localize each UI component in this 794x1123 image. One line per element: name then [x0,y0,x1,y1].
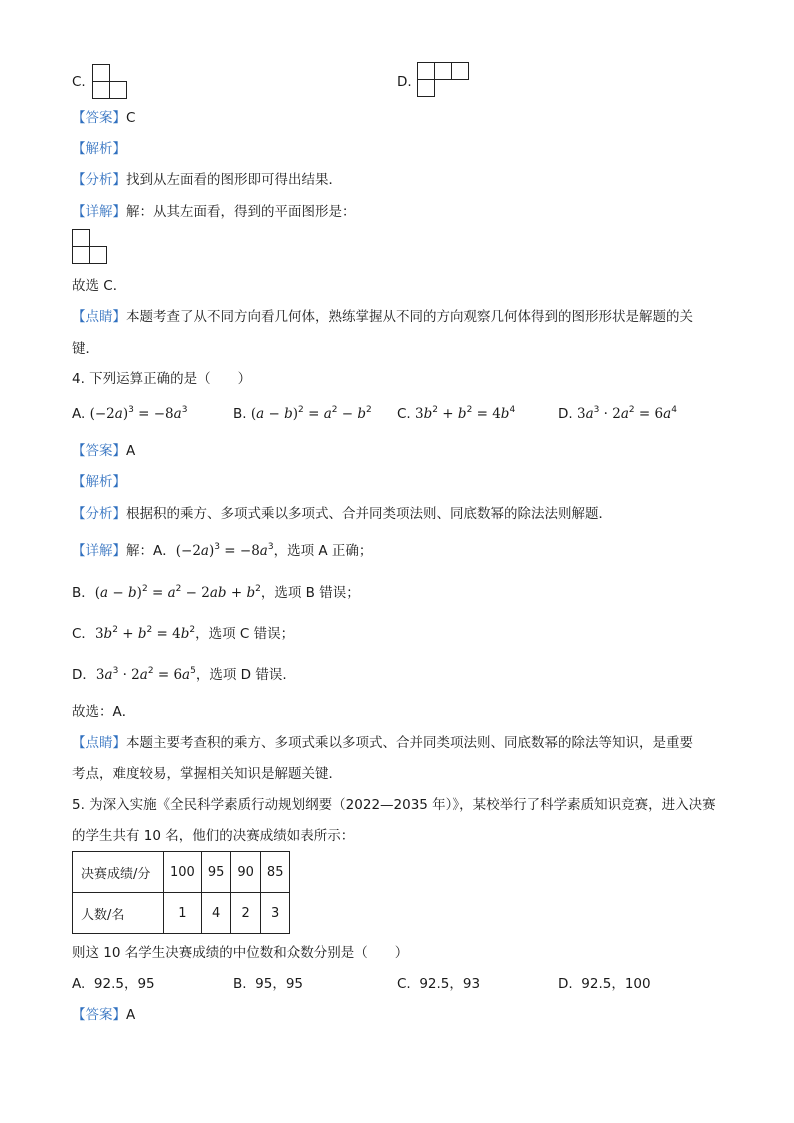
comment-tag: 【点睛】 [72,309,126,325]
table-row [73,893,290,934]
answer-value: C [126,110,136,126]
table-cell: 1 [164,893,202,934]
detail-a-prefix: 解：A． [126,543,176,559]
fenxi-tag: 【分析】 [72,172,126,188]
q4-detail-d [72,666,287,684]
q4-option-d[interactable] [558,405,677,423]
answer-tag: 【答案】 [72,110,126,126]
q4-option-d-label: D. [558,406,573,422]
q4-option-a-label: A. [72,406,86,422]
q5-stem-line1: 5. 为深入实施《全民科学素质行动规划纲要（2022—2035 年）》，某校举行了科学素质知识竞赛，进入决赛 [72,797,716,813]
option-text: 92.5，95 [93,976,155,992]
q5-option-c[interactable] [397,975,480,993]
q5-option-d[interactable] [558,975,651,993]
answer-value: A [126,443,136,459]
q4-stem: 4. 下列运算正确的是（ ） [72,371,252,387]
answer-value: A [126,1007,136,1023]
table-cell: 90 [231,852,261,893]
q3-option-d-label: D. [397,74,412,90]
comment-text: 本题考查了从不同方向看几何体，熟练掌握从不同的方向观察几何体得到的图形形状是解题的关 [126,309,693,325]
option-label: D. [558,976,573,992]
q4-comment-line1 [72,734,693,752]
q3-option-d[interactable] [397,73,412,91]
detail-c-suffix: ，选项 C 错误； [195,626,295,642]
fenxi-text: 根据积的乘方、多项式乘以多项式、合并同类项法则、同底数幂的除法法则解题． [126,506,612,522]
option-text: 92.5，100 [581,976,651,992]
detail-d-expr: $3a^3 \cdot 2a^2 = 6a^5$ [95,666,196,683]
q4-option-c-label: C. [397,406,411,422]
q3-option-c[interactable] [72,73,86,91]
q3-option-d-figure [417,62,471,100]
q4-fenxi [72,505,612,523]
q4-detail-a [72,542,372,560]
detail-d-suffix: ，选项 D 错误. [195,667,287,683]
q4-option-b-expr: $(a - b)^2 = a^2 - b^2$ [250,405,372,422]
q3-answer [72,109,135,127]
q3-option-c-label: C. [72,74,86,90]
q4-detail-b [72,584,360,602]
table-cell: 3 [260,893,290,934]
q5-answer [72,1006,135,1024]
detail-text: 解：从其左面看，得到的平面图形是： [126,204,356,220]
answer-tag: 【答案】 [72,1007,126,1023]
table-cell-header: 决赛成绩/分 [73,852,164,893]
option-text: 92.5，93 [419,976,481,992]
table-cell-header: 人数/名 [73,893,164,934]
detail-tag: 【详解】 [72,204,126,220]
q4-detail-c [72,625,294,643]
q3-comment-line1 [72,308,693,326]
q4-option-c[interactable] [397,405,515,423]
table-cell: 2 [231,893,261,934]
detail-b-prefix: B． [72,585,95,601]
table-row [73,852,290,893]
q3-conclusion: 故选 C． [72,278,127,294]
detail-tag: 【详解】 [72,543,126,559]
q4-option-a[interactable] [72,405,187,423]
q5-question: 则这 10 名学生决赛成绩的中位数和众数分别是（ ） [72,945,409,961]
q3-fenxi [72,171,342,189]
option-label: B. [233,976,247,992]
q5-option-b[interactable] [233,975,303,993]
fenxi-tag: 【分析】 [72,506,126,522]
q4-comment-line2: 考点，难度较易，掌握相关知识是解题关键． [72,766,342,782]
table-cell: 95 [201,852,231,893]
q3-analysis-heading: 【解析】 [72,141,126,157]
option-label: A. [72,976,86,992]
option-label: C. [397,976,411,992]
option-text: 95，95 [255,976,304,992]
score-table [72,851,290,934]
q4-analysis-heading: 【解析】 [72,474,126,490]
detail-a-expr: $(-2a)^3 = -8a^3$ [175,542,274,559]
comment-tag: 【点睛】 [72,735,126,751]
q5-option-a[interactable] [72,975,155,993]
q3-option-c-figure [92,64,128,100]
q4-option-a-expr: $(-2a)^3 = -8a^3$ [89,405,188,422]
detail-b-expr: $(a - b)^2 = a^2 - 2ab + b^2$ [94,584,261,601]
q4-conclusion: 故选：A． [72,704,136,720]
q4-option-b-label: B. [233,406,247,422]
answer-tag: 【答案】 [72,443,126,459]
q3-comment-line2: 键． [72,341,99,357]
q4-option-b[interactable] [233,405,372,423]
detail-a-suffix: ，选项 A 正确； [273,543,373,559]
q3-detail-figure [72,229,108,265]
detail-b-suffix: ，选项 B 错误； [260,585,360,601]
q3-detail [72,203,356,221]
table-cell: 85 [260,852,290,893]
q4-option-c-expr: $3b^2 + b^2 = 4b^4$ [415,405,516,422]
detail-d-prefix: D． [72,667,96,683]
q5-stem-line2: 的学生共有 10 名，他们的决赛成绩如表所示： [72,828,355,844]
table-cell: 4 [201,893,231,934]
table-cell: 100 [164,852,202,893]
detail-c-prefix: C． [72,626,95,642]
q4-answer [72,442,135,460]
q4-option-d-expr: $3a^3 \cdot 2a^2 = 6a^4$ [576,405,677,422]
detail-c-expr: $3b^2 + b^2 = 4b^2$ [94,625,196,642]
fenxi-text: 找到从左面看的图形即可得出结果． [126,172,342,188]
comment-text: 本题主要考查积的乘方、多项式乘以多项式、合并同类项法则、同底数幂的除法等知识，是重要 [126,735,693,751]
